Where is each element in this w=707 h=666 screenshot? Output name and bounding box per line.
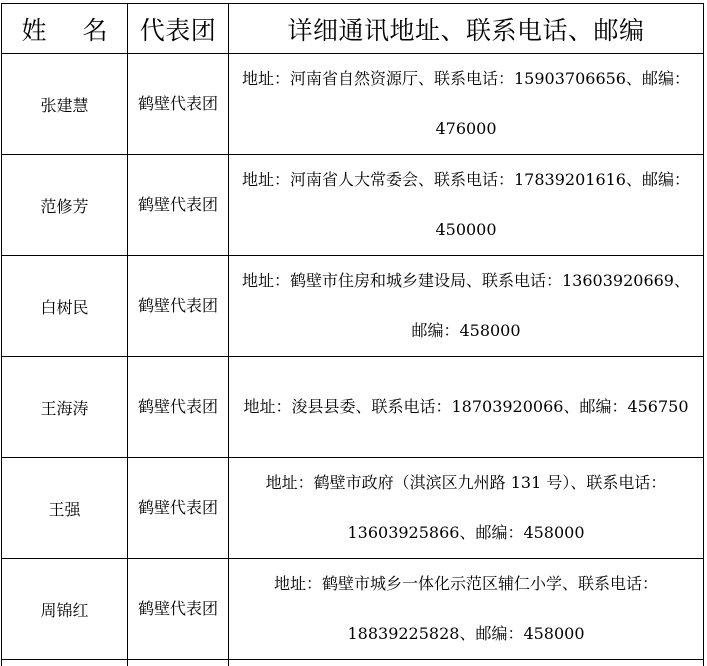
delegation-text: 鹤壁代表 [137,498,202,517]
table-row [2,54,704,155]
table-row [2,458,704,559]
address-cell [229,256,704,357]
address-cell [229,155,704,256]
delegation-cell [128,458,229,559]
header-name: 姓 名 [2,4,128,54]
delegate-name: 王强 [2,458,128,559]
delegate-name: 周锦红 [2,559,128,660]
delegation-text: 鹤壁代表 [137,94,202,113]
address-cell [229,54,704,155]
address-cell [229,458,704,559]
delegation-text-tail: 团 [202,195,219,214]
header-delegation: 代表团 [128,4,229,54]
delegation-cell [128,559,229,660]
address-line-1: 地址：河南省人大常委会、联系电话：17839201616、邮编： [242,170,690,189]
delegate-name: 王海涛 [2,357,128,458]
address-line-2: 476000 [435,119,497,138]
header-address: 详细通讯地址、联系电话、邮编 [229,4,704,54]
delegation-text-tail: 团 [202,498,219,517]
table-header-row [2,4,704,54]
delegate-name: 张建慧 [2,54,128,155]
address-line-1: 地址：鹤壁市城乡一体化示范区辅仁小学、联系电话： [273,574,658,593]
delegation-cell [128,54,229,155]
address-cell [229,357,704,458]
delegate-name: 范修芳 [2,155,128,256]
delegation-cell [128,357,229,458]
delegation-text: 鹤壁代表 [137,195,202,214]
delegation-text: 鹤壁代表 [137,599,202,618]
delegation-cell [128,155,229,256]
address-line-2: 18839225828、邮编：458000 [347,624,585,643]
address-line-1: 地址：河南省自然资源厅、联系电话：15903706656、邮编： [242,69,690,88]
table-row [2,155,704,256]
table-row [2,559,704,660]
address-line-1: 地址：鹤壁市住房和城乡建设局、联系电话：13603920669、 [242,271,690,290]
delegate-contact-table [1,3,704,666]
table-row [2,357,704,458]
table-row [2,256,704,357]
delegation-text-tail: 团 [202,296,219,315]
address-line-1: 地址：浚县县委、联系电话：18703920066、邮编：456750 [243,397,689,416]
delegation-cell [128,256,229,357]
address-cell [229,559,704,660]
delegation-text-tail: 团 [202,94,219,113]
delegation-text: 鹤壁代表 [137,397,202,416]
delegate-name: 白树民 [2,256,128,357]
delegation-text: 鹤壁代表 [137,296,202,315]
address-line-2: 450000 [435,220,497,239]
address-line-1: 地址：鹤壁市政府（淇滨区九州路 131 号）、联系电话： [265,473,667,492]
delegation-text-tail: 团 [202,397,219,416]
delegation-text-tail: 团 [202,599,219,618]
address-line-2: 13603925866、邮编：458000 [347,523,585,542]
address-line-2: 邮编：458000 [411,321,521,340]
